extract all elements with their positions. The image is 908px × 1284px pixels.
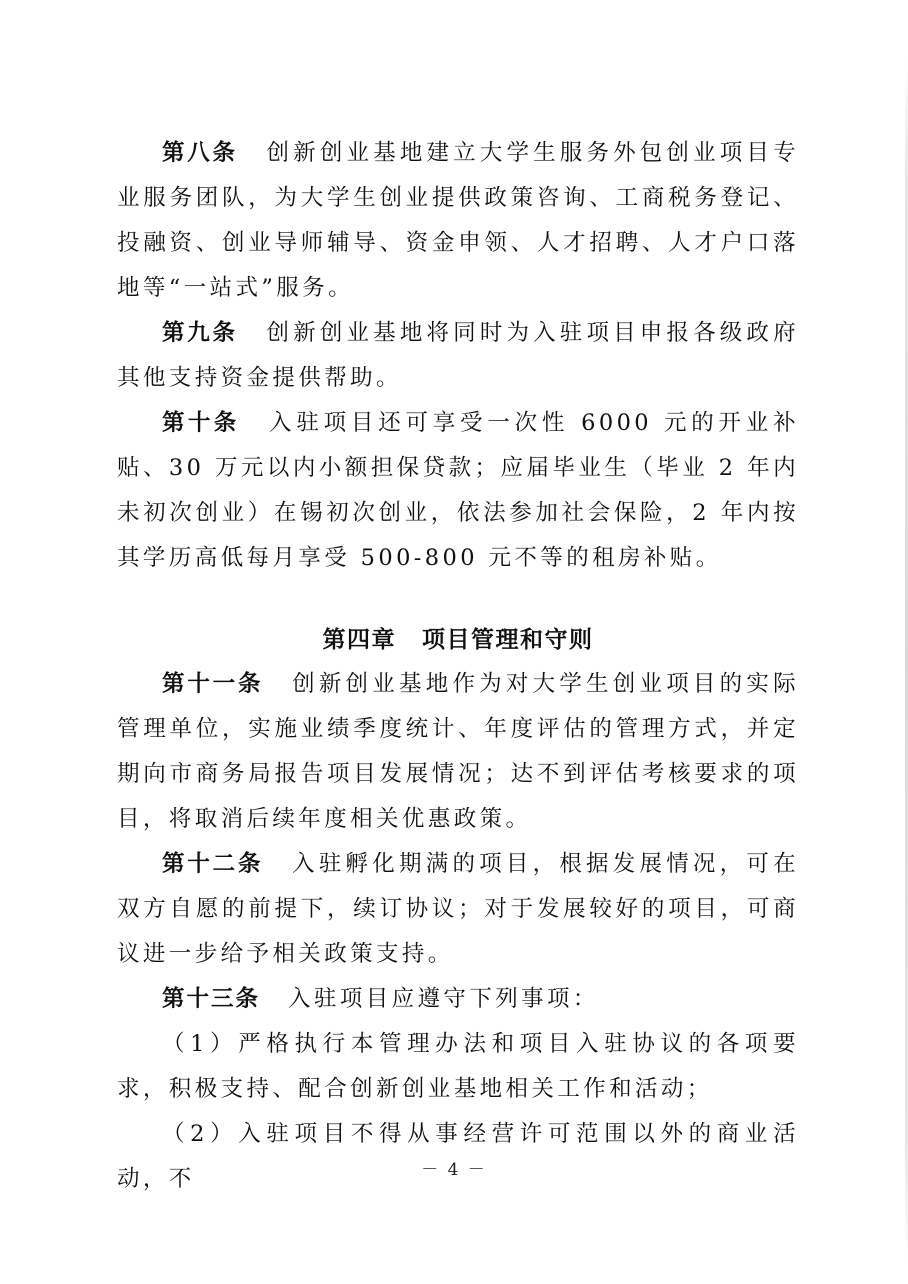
article-9-heading: 第九条 <box>162 320 238 346</box>
chapter-title: 项目管理和守则 <box>422 626 594 653</box>
article-13-heading: 第十三条 <box>162 986 261 1012</box>
article-13-paragraph <box>117 977 799 1022</box>
article-8-heading: 第八条 <box>162 140 238 166</box>
article-12-paragraph <box>117 842 799 977</box>
list-item: （1）严格执行本管理办法和项目入驻协议的各项要求，积极支持、配合创新创业基地相关工作和活动； <box>117 1031 799 1102</box>
article-8-paragraph <box>117 131 799 311</box>
article-12-text: 入驻孵化期满的项目，根据发展情况，可在双方自愿的前提下，续订协议；对于发展较好的项目，可商议进一步给予相关政策支持。 <box>117 851 799 967</box>
article-11-paragraph <box>117 662 799 842</box>
article-11-text: 创新创业基地作为对大学生创业项目的实际管理单位，实施业绩季度统计、年度评估的管理方式，并定期向市商务局报告项目发展情况；达不到评估考核要求的项目，将取消后续年度相关优惠政策。 <box>117 671 799 832</box>
list-item: （2）入驻项目不得从事经营许可范围以外的商业活动，不 <box>117 1121 799 1192</box>
article-9-paragraph <box>117 311 799 401</box>
article-10-heading: 第十条 <box>162 410 240 436</box>
article-10-text: 入驻项目还可享受一次性 6000 元的开业补贴、30 万元以内小额担保贷款；应届毕业生（毕业 2 年内未初次创业）在锡初次创业，依法参加社会保险，2 年内按其学历高低每月享受 500-800 元不等的租房补贴。 <box>117 410 799 571</box>
chapter-heading <box>117 617 799 662</box>
document-body <box>117 131 799 1202</box>
article-11-heading: 第十一条 <box>162 671 264 697</box>
article-12-heading: 第十二条 <box>162 851 264 877</box>
chapter-number: 第四章 <box>322 626 396 653</box>
page-number: － 4 － <box>421 1160 487 1180</box>
article-9-text: 创新创业基地将同时为入驻项目申报各级政府其他支持资金提供帮助。 <box>117 320 799 391</box>
article-8-text: 创新创业基地建立大学生服务外包创业项目专业服务团队，为大学生创业提供政策咨询、工商税务登记、投融资、创业导师辅导、资金申领、人才招聘、人才户口落地等“一站式”服务。 <box>117 140 799 301</box>
article-13-text: 入驻项目应遵守下列事项： <box>288 986 599 1012</box>
article-10-paragraph <box>117 401 799 581</box>
